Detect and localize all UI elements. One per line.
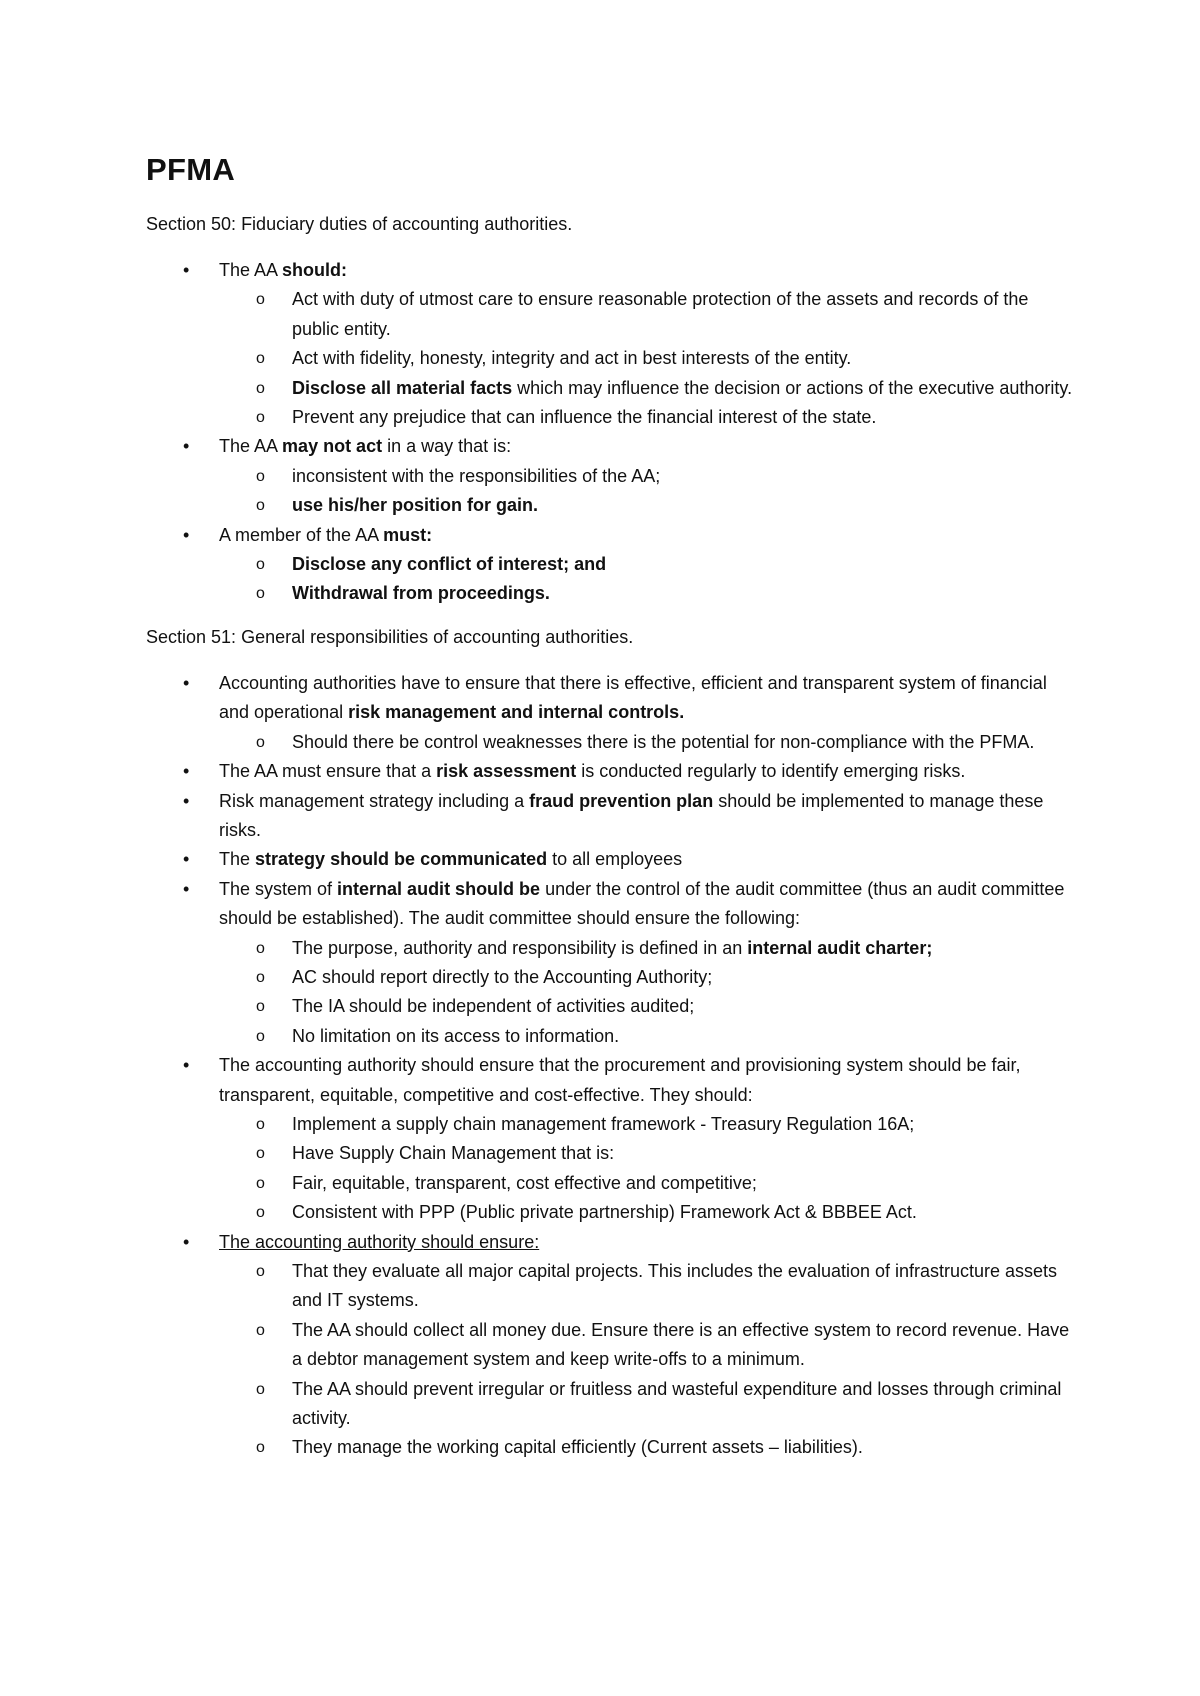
list-item: • The AA must ensure that a risk assessment is conducted regularly to identify emerging risks. — [146, 757, 1076, 786]
sub-list-item: o Act with fidelity, honesty, integrity and act in best interests of the entity. — [219, 344, 1076, 373]
sub-list-item: o AC should report directly to the Accounting Authority; — [219, 963, 1076, 992]
sub-list — [219, 1110, 1076, 1228]
sub-list — [219, 1257, 1076, 1463]
sub-list-item: o Act with duty of utmost care to ensure reasonable protection of the assets and records of the public entity. — [219, 285, 1076, 344]
list-item: • A member of the AA must: o Disclose any conflict of interest; and o Withdrawal from proceedings. — [146, 521, 1076, 609]
sub-list-item: o Disclose all material facts which may influence the decision or actions of the executive authority. — [219, 374, 1076, 403]
sub-list-item: o Fair, equitable, transparent, cost effective and competitive; — [219, 1169, 1076, 1198]
sub-list-item: o Implement a supply chain management framework - Treasury Regulation 16A; — [219, 1110, 1076, 1139]
sub-list-item: o Withdrawal from proceedings. — [219, 579, 1076, 608]
sub-list-item: o They manage the working capital efficiently (Current assets – liabilities). — [219, 1433, 1076, 1462]
sub-list-item: o use his/her position for gain. — [219, 491, 1076, 520]
document-body — [146, 150, 1076, 1477]
list-item: • The AA should: o Act with duty of utmost care to ensure reasonable protection of the assets and records of the public entity. o Act with fidelity, honesty, integrity and act in best interests of the entity. o Disclose all material facts which may influence the decision or actions of the executive authority. o Prevent any prejudice that can influence the financial interest of the state. — [146, 256, 1076, 432]
page-title: PFMA — [146, 152, 236, 187]
sub-list-item: o That they evaluate all major capital projects. This includes the evaluation of infrastructure assets and IT systems. — [219, 1257, 1076, 1316]
sub-list-item: o Prevent any prejudice that can influence the financial interest of the state. — [219, 403, 1076, 432]
list-item: • The system of internal audit should be under the control of the audit committee (thus an audit committee should be established). The audit committee should ensure the following: o The purpose, authority and responsibility is defined in an internal audit charter; o AC should report directly to the Accounting Authority; o The IA should be independent of activities audited; o No limitation on its access to information. — [146, 875, 1076, 1051]
sub-list — [219, 462, 1076, 521]
sub-list-item: o The purpose, authority and responsibility is defined in an internal audit charter; — [219, 934, 1076, 963]
list-item: • The accounting authority should ensure: o That they evaluate all major capital projects. This includes the evaluation of infrastructure assets and IT systems. o The AA should collect all money due. Ensure there is an effective system to record revenue. Have a debtor management system and keep write-offs to a minimum. o The AA should prevent irregular or fruitless and wasteful expenditure and losses through criminal activity. o They manage the working capital efficiently (Current assets – liabilities). — [146, 1228, 1076, 1463]
sub-list — [219, 285, 1076, 432]
sub-list-item: o No limitation on its access to information. — [219, 1022, 1076, 1051]
sub-list-item: o Consistent with PPP (Public private partnership) Framework Act & BBBEE Act. — [219, 1198, 1076, 1227]
sub-list-item: o inconsistent with the responsibilities of the AA; — [219, 462, 1076, 491]
section-51-list — [146, 669, 1076, 1463]
section-50-list — [146, 256, 1076, 609]
list-item: • The accounting authority should ensure that the procurement and provisioning system should be fair, transparent, equitable, competitive and cost-effective. They should: o Implement a supply chain management framework - Treasury Regulation 16A; o Have Supply Chain Management that is: o Fair, equitable, transparent, cost effective and competitive; o Consistent with PPP (Public private partnership) Framework Act & BBBEE Act. — [146, 1051, 1076, 1227]
sub-list — [219, 728, 1076, 757]
sub-list-item: o Have Supply Chain Management that is: — [219, 1139, 1076, 1168]
sub-list-item: o The AA should collect all money due. Ensure there is an effective system to record revenue. Have a debtor management system and keep write-offs to a minimum. — [219, 1316, 1076, 1375]
section-51-heading: Section 51: General responsibilities of accounting authorities. — [146, 626, 634, 647]
sub-list-item: o The AA should prevent irregular or fruitless and wasteful expenditure and losses through criminal activity. — [219, 1375, 1076, 1434]
sub-list — [219, 550, 1076, 609]
list-item: • Accounting authorities have to ensure that there is effective, efficient and transparent system of financial and operational risk management and internal controls. o Should there be control weaknesses there is the potential for non-compliance with the PFMA. — [146, 669, 1076, 757]
sub-list-item: o The IA should be independent of activities audited; — [219, 992, 1076, 1021]
sub-list-item: o Should there be control weaknesses there is the potential for non-compliance with the PFMA. — [219, 728, 1076, 757]
list-item: • The strategy should be communicated to all employees — [146, 845, 1076, 874]
sub-list — [219, 934, 1076, 1052]
sub-list-item: o Disclose any conflict of interest; and — [219, 550, 1076, 579]
list-item: • Risk management strategy including a fraud prevention plan should be implemented to manage these risks. — [146, 787, 1076, 846]
section-50-heading: Section 50: Fiduciary duties of accounting authorities. — [146, 214, 573, 234]
list-item: • The AA may not act in a way that is: o inconsistent with the responsibilities of the AA; o use his/her position for gain. — [146, 432, 1076, 520]
